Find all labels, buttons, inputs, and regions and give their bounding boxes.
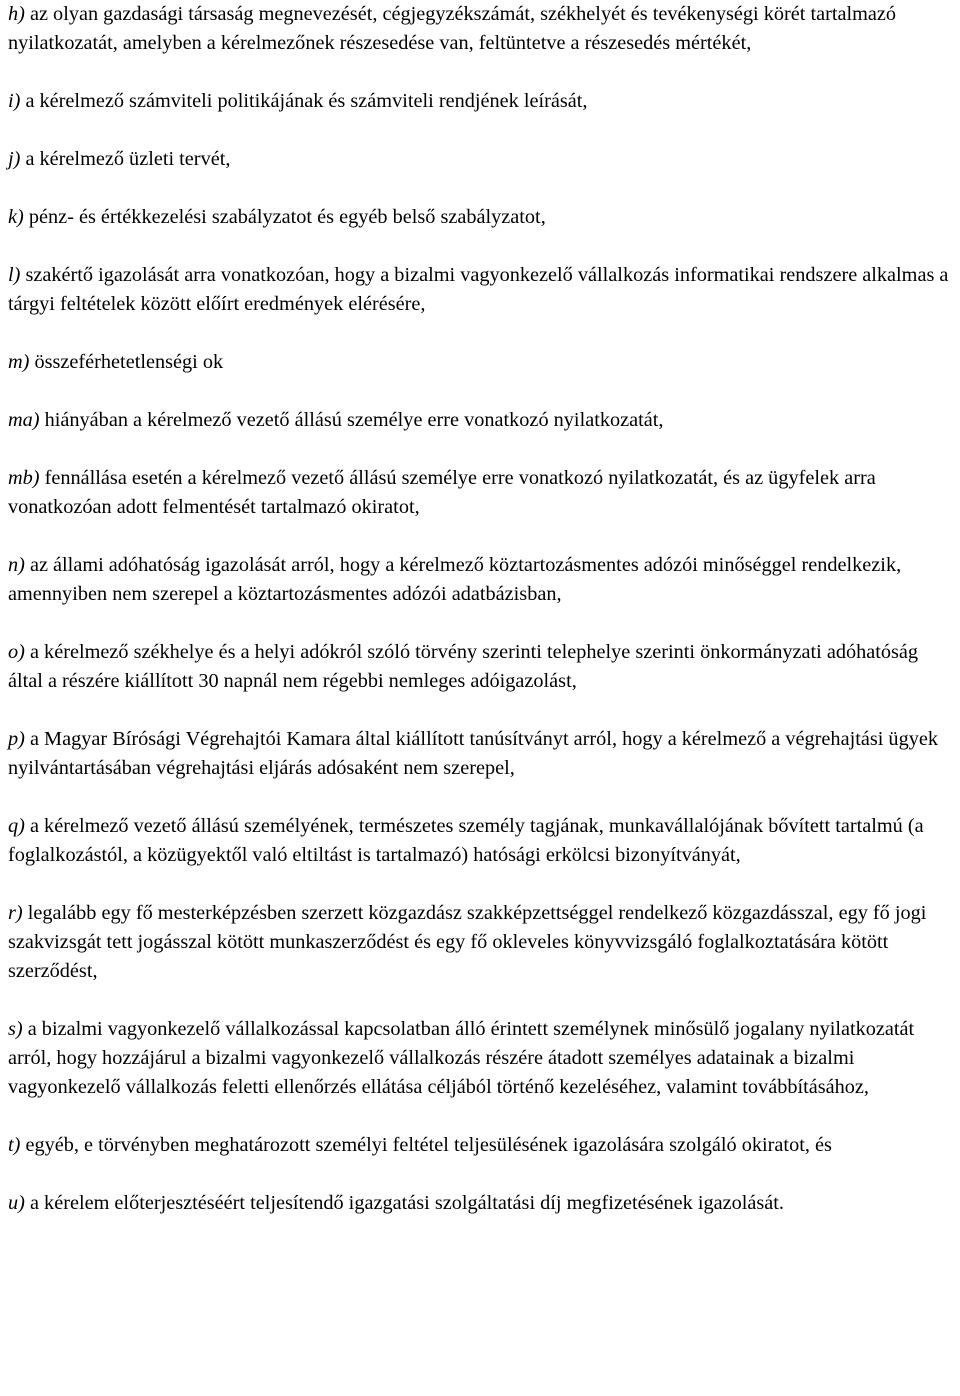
list-item-r bbox=[8, 899, 954, 986]
item-text: az olyan gazdasági társaság megnevezését, cégjegyzékszámát, székhelyét és tevékenységi körét tartalmazó nyilatkozatát, amelyben a kérelmezőnek részesedése van, feltüntetve a részesedés mértékét, bbox=[8, 3, 897, 54]
item-text: a bizalmi vagyonkezelő vállalkozással kapcsolatban álló érintett személynek minősülő jogalany nyilatkozatát arról, hogy hozzájárul a bizalmi vagyonkezelő vállalkozás részére átadott személyes adatainak a bizalmi vagyonkezelő vállalkozás feletti ellenőrzés ellátása céljából történő kezeléséhez, valamint továbbításához, bbox=[8, 1018, 915, 1098]
list-item-o bbox=[8, 638, 954, 696]
item-text: egyéb, e törvényben meghatározott személyi feltétel teljesülésének igazolására szolgáló okiratot, és bbox=[20, 1134, 832, 1156]
item-label: m) bbox=[8, 351, 30, 373]
item-label: h) bbox=[8, 3, 25, 25]
document-page bbox=[8, 0, 954, 1247]
item-label: l) bbox=[8, 264, 21, 286]
item-text: pénz- és értékkezelési szabályzatot és egyéb belső szabályzatot, bbox=[23, 206, 546, 228]
item-text: fennállása esetén a kérelmező vezető állású személye erre vonatkozó nyilatkozatát, és az ügyfelek arra vonatkozóan adott felmentését tartalmazó okiratot, bbox=[8, 467, 876, 518]
item-text: a kérelmező számviteli politikájának és számviteli rendjének leírását, bbox=[20, 90, 588, 112]
item-label: t) bbox=[8, 1134, 21, 1156]
item-label: s) bbox=[8, 1018, 23, 1040]
list-item-q bbox=[8, 812, 954, 870]
item-text: az állami adóhatóság igazolását arról, hogy a kérelmező köztartozásmentes adózói minőséggel rendelkezik, amennyiben nem szerepel a köztartozásmentes adózói adatbázisban, bbox=[8, 554, 902, 605]
item-text: a kérelmező üzleti tervét, bbox=[20, 148, 231, 170]
list-item-u bbox=[8, 1189, 954, 1218]
list-item-k bbox=[8, 203, 954, 232]
item-label: r) bbox=[8, 902, 23, 924]
list-item-s bbox=[8, 1015, 954, 1102]
list-item-m bbox=[8, 348, 954, 377]
list-item-mb bbox=[8, 464, 954, 522]
item-text: a kérelem előterjesztéséért teljesítendő igazgatási szolgáltatási díj megfizetésének igazolását. bbox=[24, 1192, 784, 1214]
item-text: legalább egy fő mesterképzésben szerzett közgazdász szakképzettséggel rendelkező közgazdásszal, egy fő jogi szakvizsgát tett jogásszal kötött munkaszerződést és egy fő okleveles könyvvizsgáló foglalkoztatására kötött szerződést, bbox=[8, 902, 927, 982]
item-label: n) bbox=[8, 554, 25, 576]
item-text: a Magyar Bírósági Végrehajtói Kamara által kiállított tanúsítványt arról, hogy a kérelmező a végrehajtási ügyek nyilvántartásában végrehajtási eljárás adósaként nem szerepel, bbox=[8, 728, 938, 779]
item-text: szakértő igazolását arra vonatkozóan, hogy a bizalmi vagyonkezelő vállalkozás informatikai rendszere alkalmas a tárgyi feltételek között előírt eredmények elérésére, bbox=[8, 264, 949, 315]
item-label: u) bbox=[8, 1192, 25, 1214]
list-item-t bbox=[8, 1131, 954, 1160]
item-label: o) bbox=[8, 641, 25, 663]
list-item-i bbox=[8, 87, 954, 116]
item-label: i) bbox=[8, 90, 21, 112]
list-item-j bbox=[8, 145, 954, 174]
item-text: összeférhetetlenségi ok bbox=[29, 351, 224, 373]
item-label: ma) bbox=[8, 409, 40, 431]
list-item-ma bbox=[8, 406, 954, 435]
item-text: a kérelmező székhelye és a helyi adókról szóló törvény szerinti telephelye szerinti önkormányzati adóhatóság által a részére kiállított 30 napnál nem régebbi nemleges adóigazolást, bbox=[8, 641, 919, 692]
item-label: q) bbox=[8, 815, 25, 837]
item-label: p) bbox=[8, 728, 25, 750]
item-text: a kérelmező vezető állású személyének, természetes személy tagjának, munkavállalójának bővített tartalmú (a foglalkozástól, a közügyektől való eltiltást is tartalmazó) hatósági erkölcsi bizonyítványát, bbox=[8, 815, 924, 866]
item-label: j) bbox=[8, 148, 21, 170]
list-item-l bbox=[8, 261, 954, 319]
item-label: k) bbox=[8, 206, 24, 228]
list-item-p bbox=[8, 725, 954, 783]
list-item-n bbox=[8, 551, 954, 609]
item-text: hiányában a kérelmező vezető állású személye erre vonatkozó nyilatkozatát, bbox=[39, 409, 664, 431]
item-label: mb) bbox=[8, 467, 40, 489]
list-item-h bbox=[8, 0, 954, 58]
